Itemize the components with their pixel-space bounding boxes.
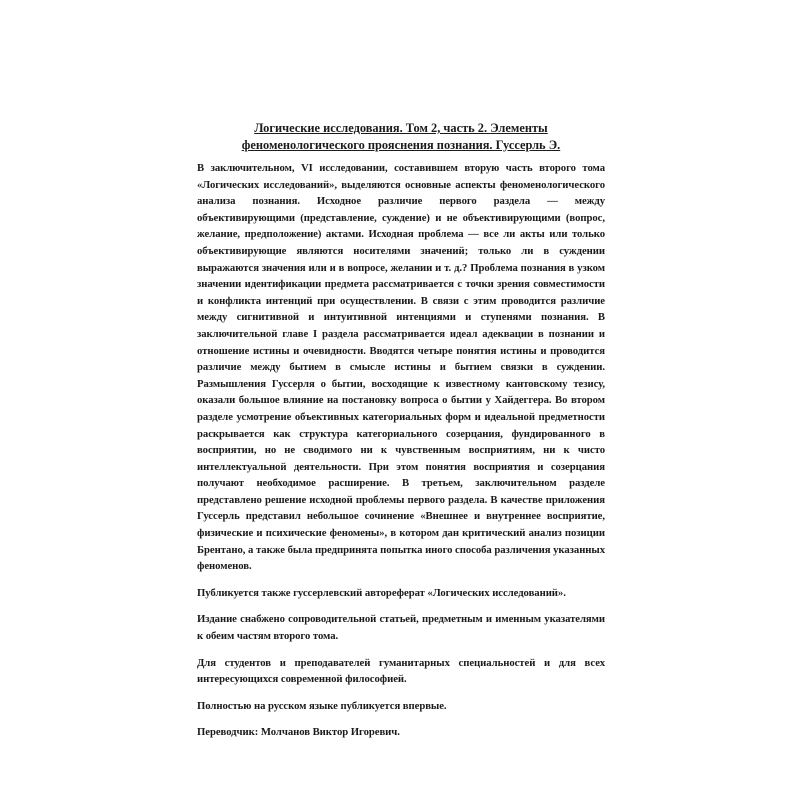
document-page [197,120,605,741]
paragraph-first-publication: Полностью на русском языке публикуется впервые. [197,699,447,712]
paragraph-edition: Издание снабжено сопроводительной статьей, предметным и именным указателями к обеим частям второго тома. [197,613,605,643]
paragraph-autoreferat: Публикуется также гуссерлевский автореферат «Логических исследований». [197,586,566,599]
document-title: Логические исследования. Том 2, часть 2. Элементы феноменологического прояснения познания. Гуссерль Э. [241,121,561,152]
paragraph-audience: Для студентов и преподавателей гуманитарных специальностей и для всех интересующихся современной философией. [197,656,605,686]
paragraph-translator: Переводчик: Молчанов Виктор Игоревич. [197,726,400,739]
paragraph-annotation: В заключительном, VI исследовании, составившем вторую часть второго тома «Логических исследований», выделяются основные аспекты феноменологического анализа познания. Исходное различие первого раздела — между объективирующими (представление, суждение) и не объективирующими (вопрос, желание, предположение) актами. Исходная проблема — все ли акты или только объективирующие являются носителями значений; только ли в суждении выражаются значения или и в вопросе, желании и т. д.? Проблема познания в узком значении идентификации предмета рассматривается с точки зрения совместимости и конфликта интенций при осуществлении. В связи с этим проводится различие между сигнитивной и интуитивной интенциями и ступенями познания. В заключительной главе I раздела рассматривается идеал адеквации в познании и отношение истины и очевидности. Вводятся четыре понятия истины и проводится различие между бытием в смысле истины и бытием связки в суждении. Размышления Гуссерля о бытии, восходящие к известному кантовскому тезису, оказали большое влияние на постановку вопроса о бытии у Хайдеггера. Во втором разделе усмотрение объективных категориальных форм и идеальной предметности раскрывается как структура категориального созерцания, фундированного в восприятии, но не сводимого ни к чувственным восприятиям, ни к чисто интеллектуальной деятельности. При этом понятия восприятия и созерцания получают необходимое расширение. В третьем, заключительном разделе представлено решение исходной проблемы первого раздела. В качестве приложения Гуссерль представил небольшое сочинение «Внешнее и внутреннее восприятие, физические и психические феномены», в котором дан критический анализ позиции Брентано, а также была предпринята попытка иного способа различения указанных феноменов. [197,162,605,573]
